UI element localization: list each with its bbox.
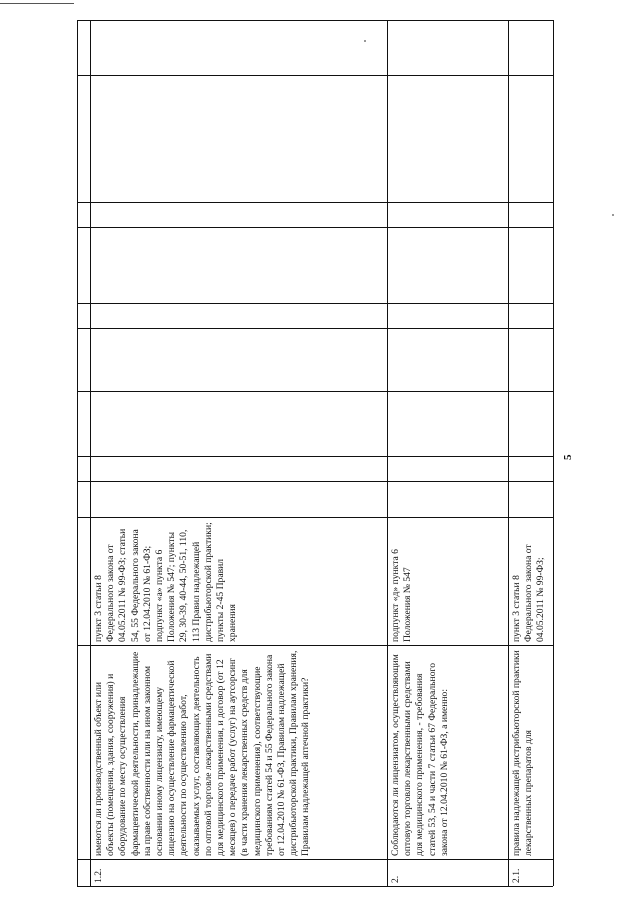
row-reference: пункт 3 статьи 8 Федерального закона от 04.05.2011 № 99-ФЗ; статьи 54, 55 Федерального закона от 12.04.2010 № 61-ФЗ; подпункт «а» пункта 6 Положения № 547; пункты 29, 30-39, 40-44, 50-51, 110, 113 Правил надлежащей дистрибьюторской практики; пункты 2-45 Правил хранения — [93, 522, 239, 642]
row-number: 2. — [390, 875, 401, 883]
scan-speck — [612, 214, 614, 216]
row-reference: пункт 3 статьи 8 Федерального закона от 04.05.2011 № 99-ФЗ; — [511, 544, 547, 642]
row-question: правила надлежащей дистрибьюторской практики лекарственных препаратов для — [511, 650, 535, 856]
row-question: Соблюдаются ли лицензиатом, осуществляющим оптовую торговлю лекарственными средствами для медицинского применения, - требования статей 53, 54 и части 7 статьи 67 Федерального закона от 12.04.2010 № 61-ФЗ, а именно: — [390, 654, 450, 856]
scan-speck — [364, 40, 366, 42]
page-number: 5 — [562, 454, 574, 460]
scan-artifact — [0, 3, 74, 4]
row-question: имеются ли производственный объект или объекты (помещения, здания, сооружения) и оборудование по месту осуществления фармацевтической деятельности, принадлежащие на праве собственности или на ином законном основании иному лицензиату, имеющему лицензию на осуществление фармацевтической деятельности по осуществлению работ, оказываемых услуг, составляющих деятельность по оптовой торговле лекарственными средствами для медицинского применения, и договор (от 12 месяцев) о передаче работ (услуг) на аутсорсинг (в части хранения лекарственных средств для медицинского применения), соответствующие требованиям статей 54 и 55 Федерального закона от 12.04.2010 № 61-ФЗ, Правилам надлежащей дистрибьюторской практики, Правилам хранения, Правилам надлежащей аптечной практики? — [93, 650, 312, 856]
row-number: 1.2. — [93, 868, 104, 883]
row-reference: подпункт «д» пункта 6 Положения № 547 — [390, 549, 414, 642]
row-number: 2.1. — [511, 868, 522, 883]
column-divider — [77, 859, 553, 860]
